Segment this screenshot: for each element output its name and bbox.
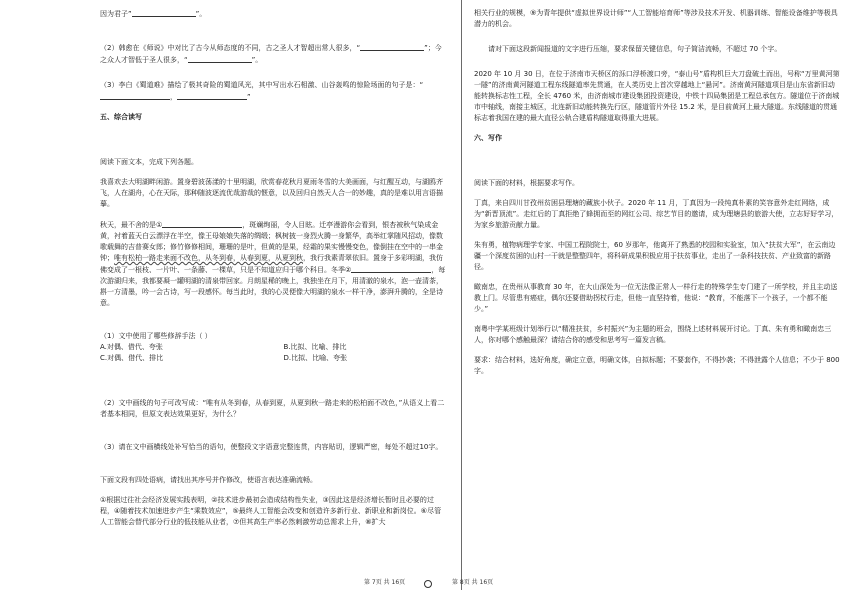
- passage2-part-c: ，我行我素青翠依旧。置身于多彩明湖，我仿佛变成了一根枝、一片叶、一条藤、一棵草，只是不知道应归于哪个科目。冬季②: [100, 254, 443, 274]
- q3-text: （3）李白《蜀道难》描绘了极其奇险的蜀道风光，其中写出水石相激、山谷轰鸣的惊险场面的句子是：“: [100, 81, 424, 89]
- passage2-part-b: ，斑斓绚丽，令人目眩。迁亭漫游你会看到，银杏被秋气染成金黄，衬着蓝天白云漂浮在半空，像王母娘娘失落的绸缎；枫树披一身烈火腾一身繁华，高举红掌随风招动，像数歌载舞的吉普赛女郎；修竹修修相间，珊珊的是叶，但黄的是果，经霜的果实慢慢变色，像倒挂在空中的一串金钟；: [100, 221, 443, 262]
- grammar-instruction: 下面文段有四处语病，请找出其序号并作修改，使语言表达准确流畅。: [100, 476, 317, 484]
- answer-blank[interactable]: [162, 219, 242, 228]
- writing-instruction: 阅读下面的材料，根据要求写作。: [474, 179, 579, 187]
- binding-circle-icon: [424, 580, 432, 588]
- material-paragraph-2: 朱有勇，植物病理学专家、中国工程院院士，60 岁那年，他离开了熟悉的校园和实验室，加入“扶贫大军”，在云南边疆一个深度贫困的山村一干就是整整四年，将科研成果积极应用于扶贫事业，走出了一条科技扶贫、产业致富的新路径。: [474, 241, 836, 271]
- answer-blank[interactable]: [351, 264, 431, 273]
- passage-paragraph-2: [100, 219, 447, 309]
- quote-tail-line: [100, 8, 447, 20]
- answer-blank[interactable]: [188, 54, 252, 63]
- rewrite-question: （2）文中画线的句子可改写成：“唯有从冬到春，从春到夏，从夏到秋一路走来的松柏面不改色，”从语义上看二者基本相同，但原文表达效果更好，为什么？: [100, 399, 445, 418]
- answer-blank[interactable]: [360, 42, 424, 51]
- grammar-passage: ①根据过往社会经济发展实践表明，②技术进步最初会造成结构性失业，③因此这是经济增长暂时且必要的过程，④随着技术加速进步产生“乘数效应”，⑤最终人工智能会改变和创造许多新行业、新职业和新岗位。⑥尽管人工智能会替代部分行业的低技能从业者，⑦但其高生产率必然刺激劳动总需求上升，⑧扩大: [100, 496, 442, 526]
- option-a[interactable]: A.对偶、借代、夸张: [100, 343, 163, 351]
- footer-left-page-number: 第 7页 共 16页: [364, 579, 406, 586]
- news-report: 2020 年 10 月 30 日，在位于济南市天桥区的泺口浮桥渡口旁，“泰山号”盾构机巨大刀盘破土而出，号称“万里黄河第一隧”的济南黄河隧道工程东线隧道率先贯通，在人类历史上首次穿越地上“悬河”。济南黄河隧道项目是山东省新旧动能转换标志性工程，全长 4760 米，由济南城市建设集团投资建设，中铁十四局集团是工程总承包方。隧道位于济南城市中轴线，南接主城区，北连新旧动能转换先行区，隧道管片外径 15.2 米，是目前黄河上最大隧道。东线隧道的贯通标志着我国在建的最大直径公轨合建盾构隧道取得重大进展。: [474, 70, 840, 122]
- material-paragraph-4: 南粤中学某班级计划举行以“精准扶贫，乡村振兴”为主题的班会，围绕上述材料展开讨论。丁真、朱有勇和瞰南忠三人，你对哪个感触最深？请结合你的感受和思考写一篇发言稿。: [474, 325, 832, 344]
- passage-paragraph-1: 我喜欢去大明湖畔闲游。置身碧波荡漾的十里明湖，欣赏春花秋月夏雨冬雪的大美画面，与红醒互动，与湖鸥齐飞，人在湖舟，心在天际，那种随波逐流优哉游哉的惬意，以及回归自然天人合一的妙趣，真的是难以用言语描摹。: [100, 178, 443, 208]
- wavy-underlined-sentence: 唯有松柏一路走来面不改色，从冬到春，从春到夏，从夏到秋: [114, 254, 303, 262]
- grammar-passage-continued: 相关行业的规模，⑨为青年提供“虚拟世界设计师”“人工智能培育师”等涉及技术开发、机器训练、智能设备维护等极具潜力的机会。: [474, 9, 838, 28]
- section-heading-5: 五、综合读写: [100, 113, 142, 121]
- reading-instruction: 阅读下面文本，完成下列各题。: [100, 158, 198, 166]
- quote-tail-text: 因为君子”: [100, 10, 132, 18]
- option-b[interactable]: B.比拟、比喻、排比: [283, 343, 347, 351]
- footer-right-page-number: 第 8页 共 16页: [452, 579, 494, 586]
- section-heading-6: 六、写作: [474, 134, 502, 142]
- mc-question: （1）文中使用了哪些修辞手法（ ）: [100, 332, 212, 340]
- option-d[interactable]: D.比拟、比喻、夸张: [283, 354, 348, 362]
- question-3-memorize: [100, 80, 447, 103]
- quote-tail-end: ”。: [195, 10, 207, 18]
- answer-blank[interactable]: [132, 8, 196, 17]
- page-footer: [0, 577, 860, 589]
- q3-mid-text: ，: [170, 93, 177, 101]
- compress-instruction: 请对下面这段新闻报道的文字进行压缩，要求保留关键信息，句子简洁流畅，不超过 70 个字。: [488, 45, 782, 53]
- answer-blank[interactable]: [177, 91, 247, 100]
- q2-text: （2）韩愈在《师说》中对比了古今从师态度的不同，古之圣人才智超出常人很多，“: [100, 44, 361, 52]
- passage2-part-a: 秋天，最不舍的是①: [100, 221, 163, 229]
- writing-requirements: 要求：结合材料，选好角度，确定立意，明确文体，自拟标题；不要套作，不得抄袭；不得泄露个人信息；不少于 800 字。: [474, 356, 840, 375]
- question-2-memorize: [100, 42, 447, 66]
- answer-blank[interactable]: [100, 91, 170, 100]
- material-paragraph-3: 瞰南忠，在贵州从事教育 30 年，在大山深处为一位无法像正常人一样行走的特殊学生专门建了一所学校，并且主动送教上门。尽管患有癌症，偶尔还要借助拐杖行走，但他一直坚持着，他说：“教育，不能落下一个孩子，一个都不能少。”: [474, 283, 838, 313]
- right-page: [461, 0, 860, 590]
- q3-end-text: ”: [247, 93, 251, 101]
- fill-in-question: （3）请在文中画横线处补写恰当的语句，使整段文字语意完整连贯，内容贴切，逻辑严密，每处不超过10字。: [100, 443, 443, 451]
- passage2-part-d: ，每次游湖归来，我都要凝一罐明湖的清泉带回家。月朗星稀的晚上，我独坐在月下，用清澈的泉水，泡一壶清茶，斟一方清墨，吟一会古诗，写一段感怀。每当此时，我的心灵便像大明湖的泉水一样干净，澎湃升腾的，全是诗意。: [100, 266, 446, 307]
- q2-end-text: ”。: [251, 56, 263, 64]
- mc-options: [100, 342, 447, 364]
- material-paragraph-1: 丁真，来自四川甘孜州贫困县理塘的藏族小伙子。2020 年 11 月，丁真因为一段纯真朴素的笑容意外走红网络，成为“新晋顶流”。走红后的丁真拒绝了蜂拥而至的网红公司、综艺节目的邀请，成为理塘县的旅游大使，立志好好学习，为家乡旅游贡献力量。: [474, 199, 839, 229]
- option-c[interactable]: C.对偶、借代、排比: [100, 354, 164, 362]
- q2-mid-text: ”；今之众人才智低于圣人很多，“: [100, 44, 442, 64]
